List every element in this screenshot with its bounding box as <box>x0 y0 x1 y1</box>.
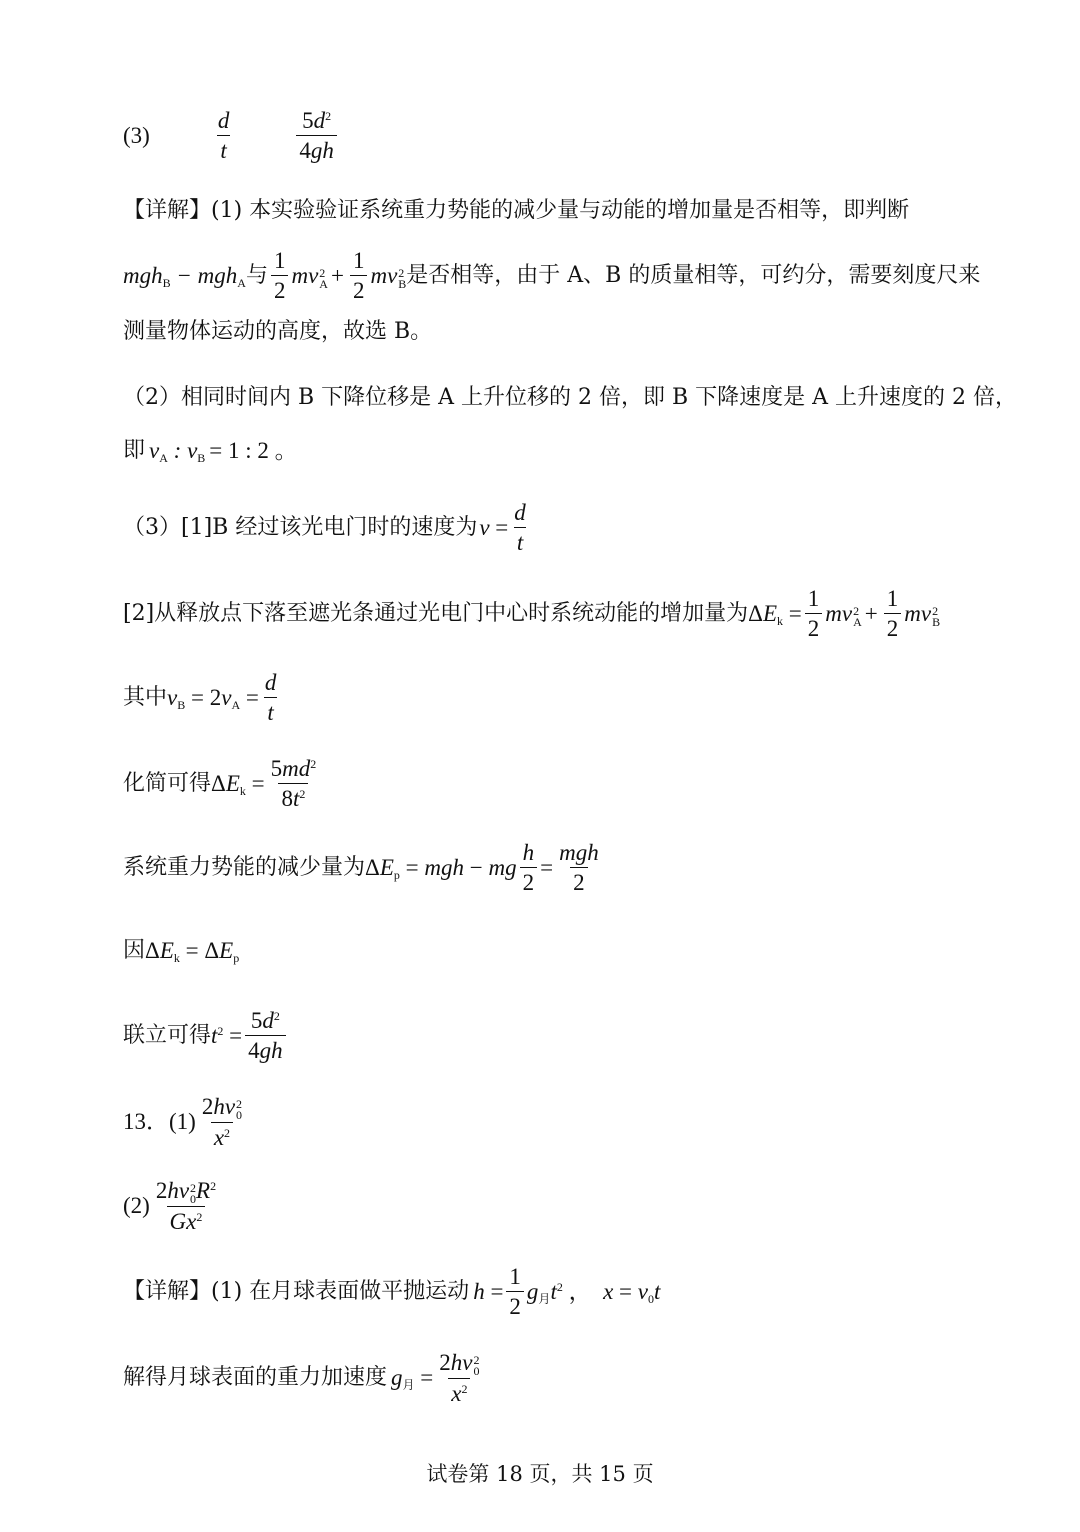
fraction-half: $\frac{1}{2}$ <box>350 248 368 304</box>
fraction-half: 1 2 <box>271 248 289 304</box>
part-3-text: 化简可得 <box>123 770 212 796</box>
detail-1-line3 <box>123 318 1000 347</box>
fraction-d-over-t: d t <box>217 108 230 164</box>
part-3-text: [2]从释放点下落至遮光条通过光电门中心时系统动能的增加量为 <box>123 600 749 626</box>
part-3-line1: （3）[1]B 经过该光电门时的速度为 v = $\frac{d}{t}$ <box>123 500 1000 556</box>
conj-text: 与 <box>245 262 268 288</box>
part-3-text: 系统重力势能的减少量为 <box>123 854 366 880</box>
part-2-line2: 即 $v_A$ : $v_B$ = 1 : 2 。 <box>123 437 298 465</box>
part-3-line5: 系统重力势能的减少量为 $\Delta E_p$ = mgh − mg $\frac{h}{2}$ = mgh 2 <box>123 840 599 896</box>
part-3-line3: 其中 $v_B = 2v_A$ = $\frac{d}{t}$ <box>123 670 277 726</box>
ratio-text: = 1 : 2 。 <box>209 438 298 463</box>
part-3-line6: 因 $\Delta E_k = \Delta E_p$ <box>123 937 240 965</box>
detail-text: (1) 本实验验证系统重力势能的减少量与动能的增加量是否相等，即判断 <box>211 198 910 223</box>
part-3-line2: [2]从释放点下落至遮光条通过光电门中心时系统动能的增加量为 $\Delta E_k$ = $\frac{1}{2}$ mv 2 A + $\frac{1}{2}$ mv 2 B <box>123 586 941 642</box>
q13-text: 解得月球表面的重力加速度 <box>123 1364 388 1390</box>
detail-text: 是否相等，由于 A、B 的质量相等，可约分，需要刻度尺来 <box>406 262 981 288</box>
part-2-line1 <box>123 384 1018 413</box>
page-footer: 试卷第 18 页，共 15 页 <box>426 1462 654 1486</box>
detail-1-line2: mgh$_B$ − mgh$_A$ 与 1 2 mv 2 A + $\frac{1}{2}$ mv 2 B 是否相等，由于 A、B 的质量相等，可约分，需要刻度尺来 <box>123 248 981 304</box>
q13-text: (1) 在月球表面做平抛运动 <box>211 1278 470 1304</box>
part-3-text: 因 <box>123 937 146 963</box>
q13-detail-2: 解得月球表面的重力加速度 $g_月$ = 2hv 2 0 $x^2$ <box>123 1350 480 1406</box>
detail-text: 测量物体运动的高度，故选 B。 <box>123 319 433 344</box>
answer-3-label: (3) <box>123 122 150 148</box>
q13-label-2: (2) <box>123 1193 150 1219</box>
detail-1-line1 <box>123 197 1000 226</box>
q13-label: 13．(1) <box>123 1109 196 1135</box>
q13-detail-1: 【详解】 (1) 在月球表面做平抛运动 h = $\frac{1}{2}$ $g_月t^2$ ， $x = v_0t$ <box>123 1264 661 1320</box>
detail-heading: 【详解】 <box>123 1278 212 1304</box>
part-3-text: 联立可得 <box>123 1022 212 1048</box>
part-3-text: （3）[1]B 经过该光电门时的速度为 <box>123 514 478 540</box>
formula-mgh: mgh$_B$ − mgh$_A$ <box>123 262 246 290</box>
answer-3-row <box>123 108 1000 164</box>
detail-heading: 【详解】 <box>123 198 212 223</box>
q13-answer-1: 13．(1) 2hv 2 0 $x^2$ <box>123 1094 243 1150</box>
part-3-line4: 化简可得 $\Delta E_k$ = $\frac{5md^2}{8t^2}$ <box>123 756 317 812</box>
part-2-text: （2）相同时间内 B 下降位移是 A 上升位移的 2 倍，即 B 下降速度是 A 上升速度的 2 倍， <box>123 385 1018 410</box>
fraction-d-over-t: $\frac{d}{t}$ <box>514 500 526 556</box>
part-2-prefix: 即 <box>123 437 146 463</box>
part-3-text: 其中 <box>123 684 168 710</box>
part-3-line7: 联立可得 $t^2$ = $\frac{5d^2}{4gh}$ <box>123 1008 1000 1064</box>
fraction-5d2-over-4gh: $5d^2$ 4gh <box>296 108 337 164</box>
q13-answer-2: (2) 2hv 2 0 $R^2$ Gx$^2$ <box>123 1178 217 1234</box>
